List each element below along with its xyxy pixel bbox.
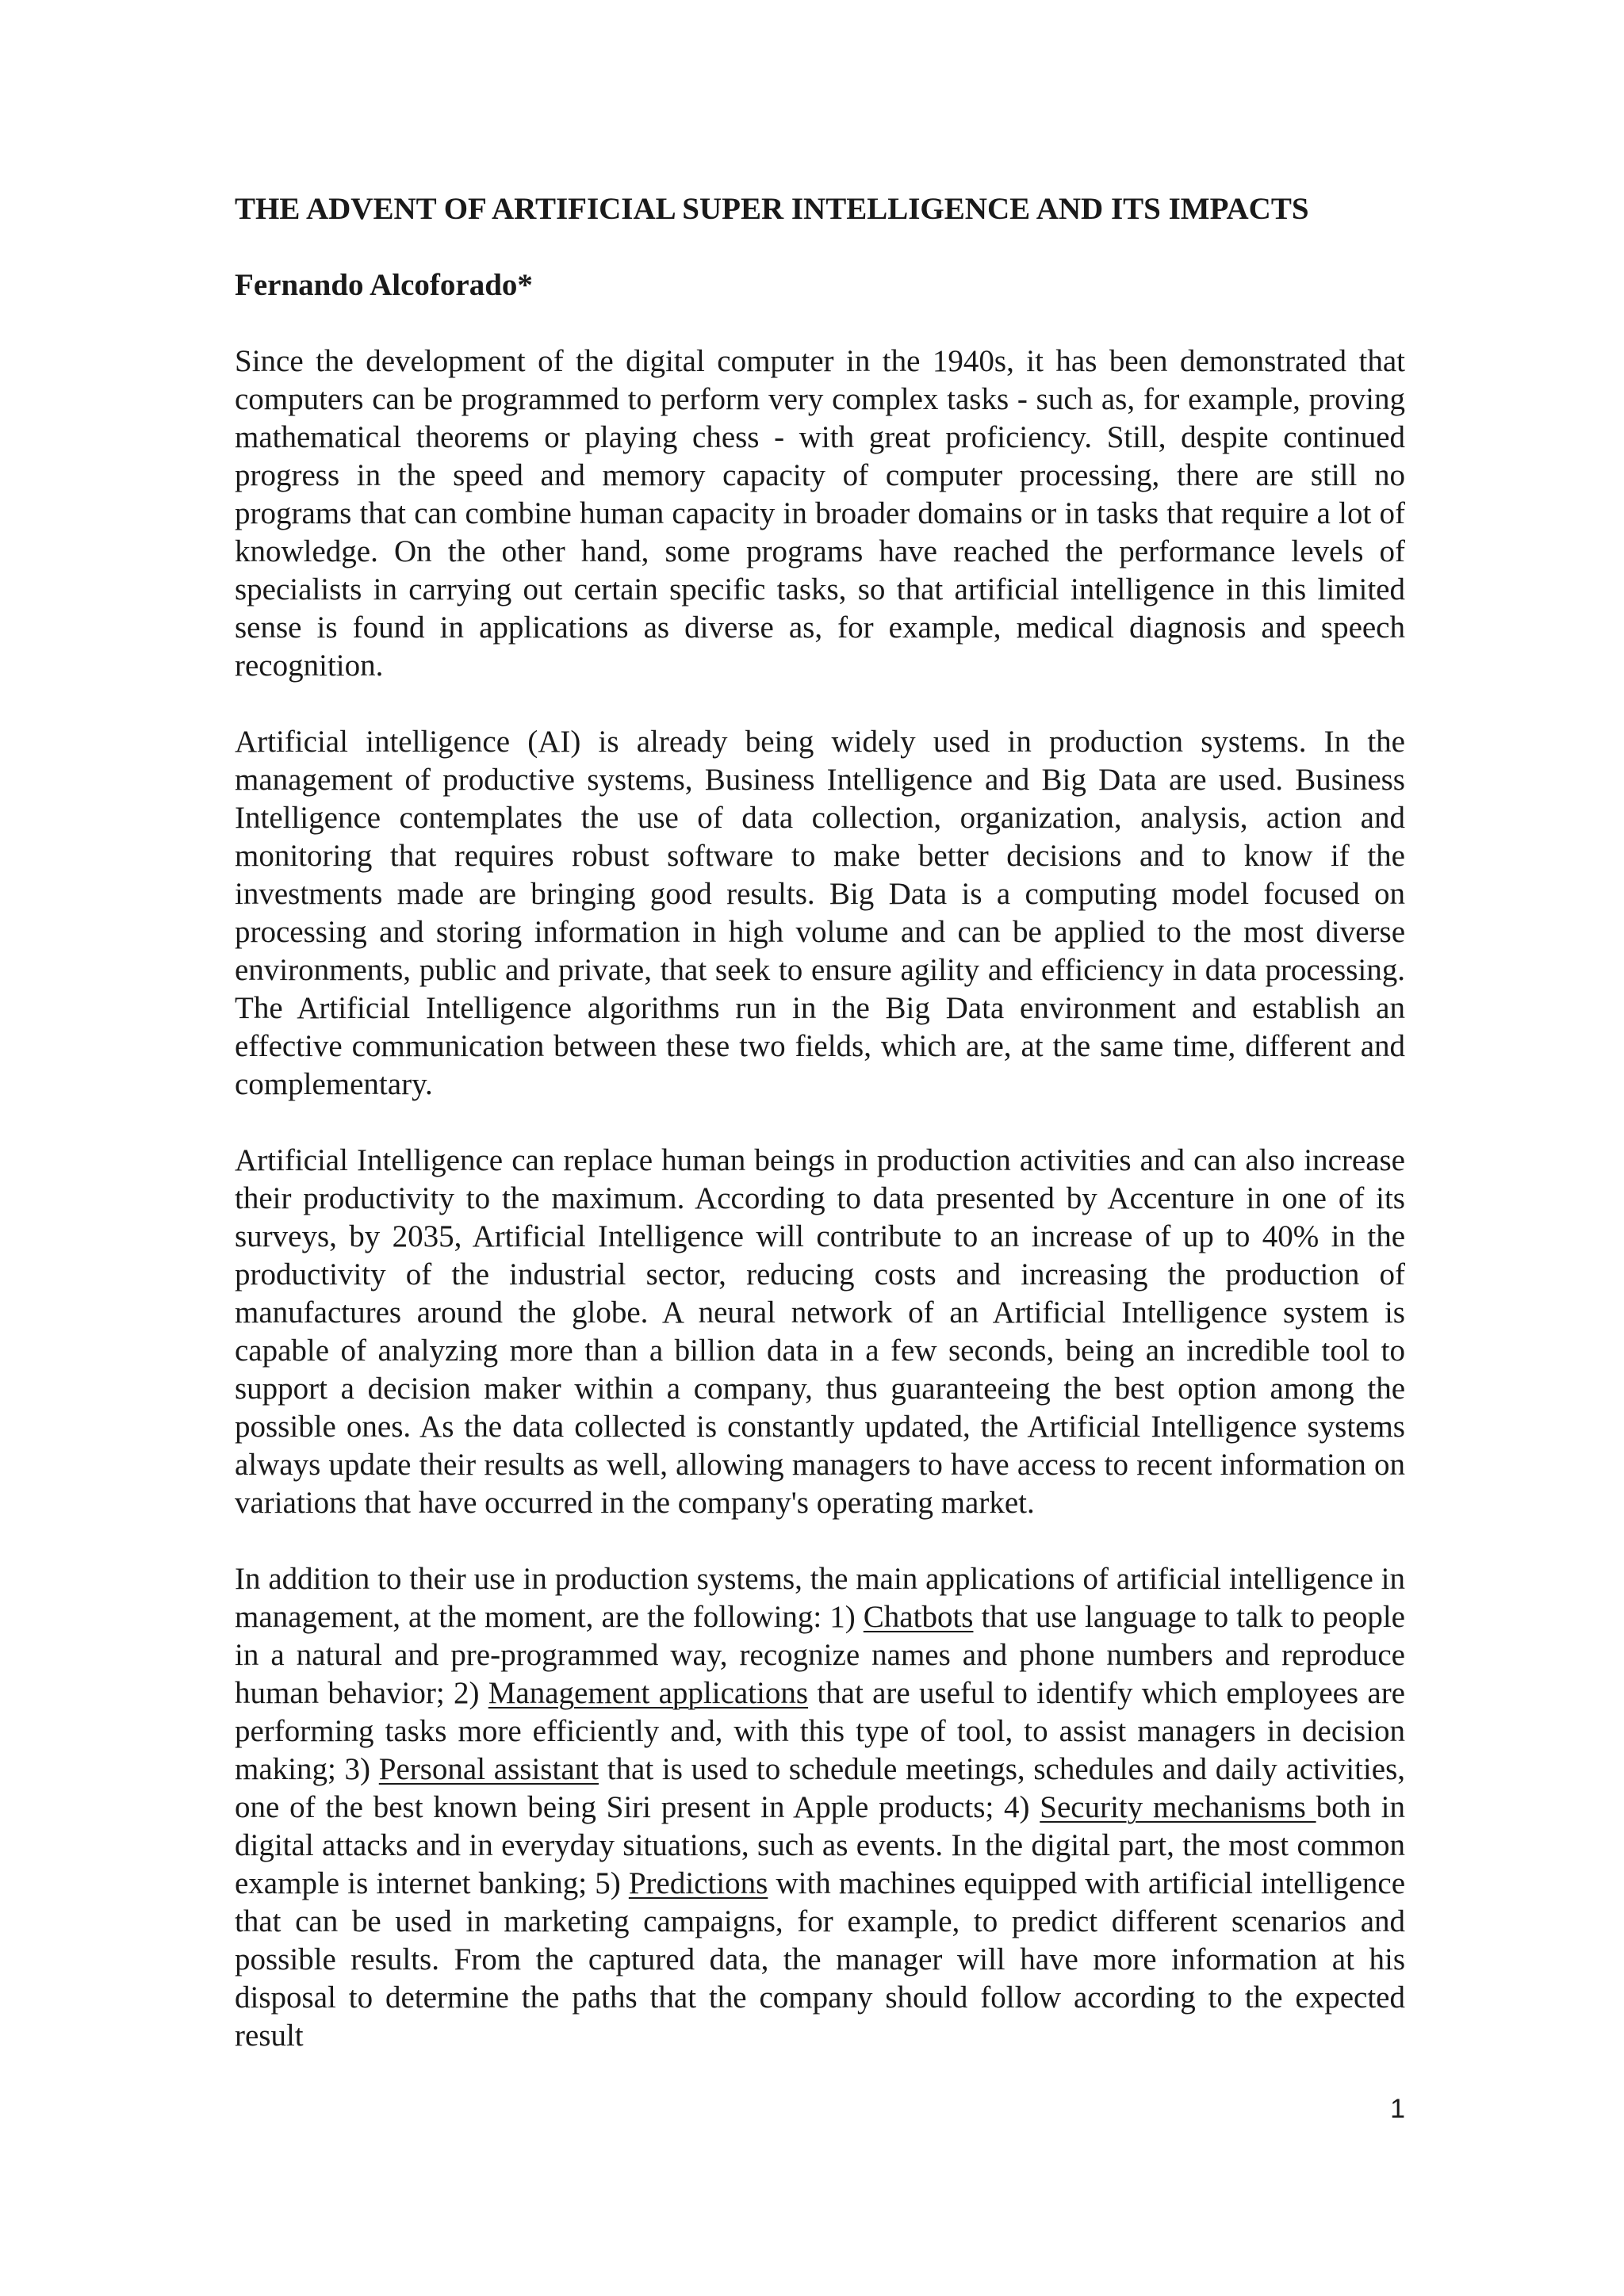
paragraph-1: Since the development of the digital computer in the 1940s, it has been demonstrated that computers can be programmed to perform very complex tasks - such as, for example, proving mathematical theorems or playing chess - with great proficiency. Still, despite continued progress in the speed and memory capacity of computer processing, there are still no programs that can combine human capacity in broader domains or in tasks that require a lot of knowledge. On the other hand, some programs have reached the performance levels of specialists in carrying out certain specific tasks, so that artificial intelligence in this limited sense is found in applications as diverse as, for example, medical diagnosis and speech recognition. [235,344,1405,683]
applications-text-2: that are useful to identify which employees are performing tasks more efficiently and, with this type of tool, to assist managers in decision making; 3) [235,1676,1405,1786]
page-number: 1 [1390,2094,1405,2124]
term-chatbots: Chatbots [863,1600,974,1634]
applications-text-1: that use language to talk to people in a natural and pre-programmed way, recognize names and phone numbers and reproduce human behavior; 2) [235,1600,1405,1710]
page-content [235,190,1405,2055]
term-management-applications: Management applications [488,1676,809,1710]
term-personal-assistant: Personal assistant [378,1752,599,1786]
document-title: THE ADVENT OF ARTIFICIAL SUPER INTELLIGENCE AND ITS IMPACTS [235,192,1309,226]
applications-text-4: both in digital attacks and in everyday situations, such as events. In the digital part, the most common example is internet banking; 5) [235,1790,1406,1900]
paragraph-applications [235,1560,1405,2055]
applications-text-3: that is used to schedule meetings, schedules and daily activities, one of the best known being Siri present in Apple products; 4) [235,1752,1405,1824]
term-security-mechanisms: Security mechanisms [1040,1790,1316,1824]
author-name: Fernando Alcoforado* [235,268,533,302]
applications-intro: In addition to their use in production systems, the main applications of artificial intelligence in management, at the moment, are the following: 1) [235,1562,1405,1634]
term-predictions: Predictions [628,1866,768,1900]
applications-text-5: with machines equipped with artificial intelligence that can be used in marketing campaigns, for example, to predict different scenarios and possible results. From the captured data, the manager will have more information at his disposal to determine the paths that the company should follow according to the expected result [235,1866,1405,2053]
paragraph-2: Artificial intelligence (AI) is already being widely used in production systems. In the management of productive systems, Business Intelligence and Big Data are used. Business Intelligence contemplates the use of data collection, organization, analysis, action and monitoring that requires robust software to make better decisions and to know if the investments made are bringing good results. Big Data is a computing model focused on processing and storing information in high volume and can be applied to the most diverse environments, public and private, that seek to ensure agility and efficiency in data processing. The Artificial Intelligence algorithms run in the Big Data environment and establish an effective communication between these two fields, which are, at the same time, different and complementary. [235,725,1405,1101]
paragraph-3: Artificial Intelligence can replace human beings in production activities and can also increase their productivity to the maximum. According to data presented by Accenture in one of its surveys, by 2035, Artificial Intelligence will contribute to an increase of up to 40% in the productivity of the industrial sector, reducing costs and increasing the production of manufactures around the globe. A neural network of an Artificial Intelligence system is capable of analyzing more than a billion data in a few seconds, being an incredible tool to support a decision maker within a company, thus guaranteeing the best option among the possible ones. As the data collected is constantly updated, the Artificial Intelligence systems always update their results as well, allowing managers to have access to recent information on variations that have occurred in the company's operating market. [235,1143,1405,1520]
